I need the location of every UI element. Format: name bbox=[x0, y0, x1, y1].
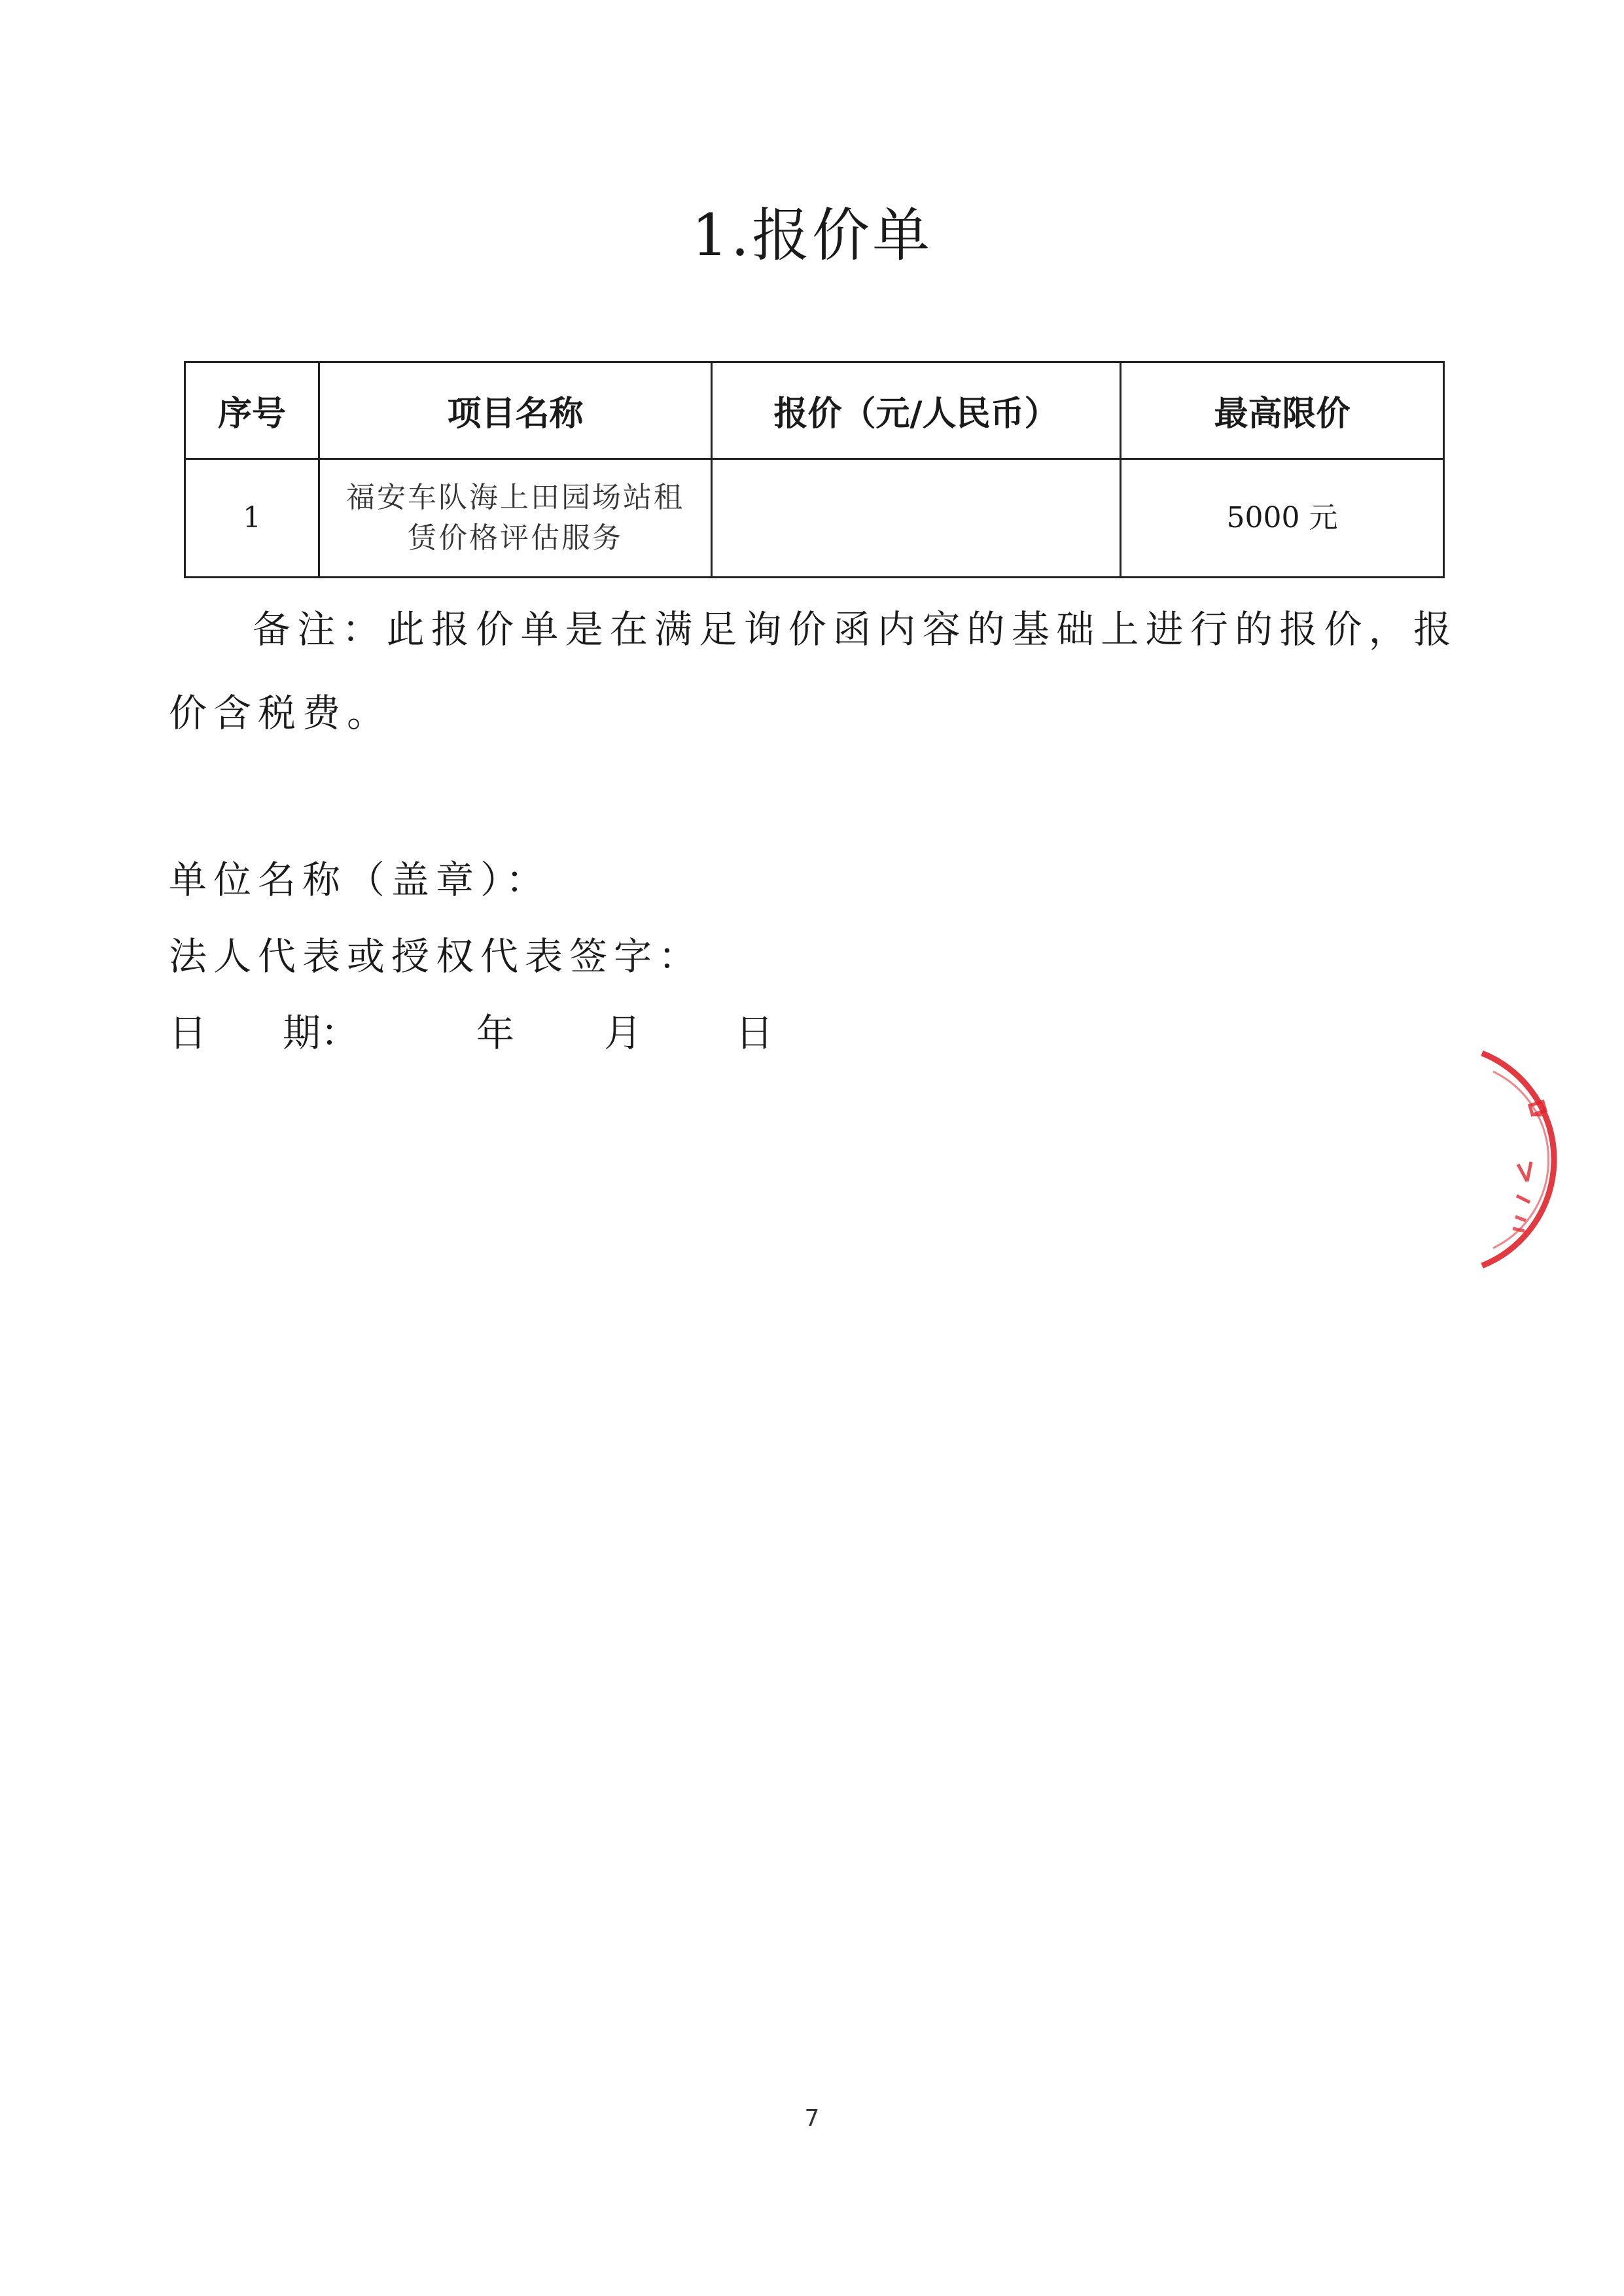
signer-label: 法人代表或授权代表签字： bbox=[169, 934, 703, 979]
header-max-price: 最高限价 bbox=[1121, 362, 1444, 459]
page-number: 7 bbox=[804, 2105, 820, 2132]
row-index: 1 bbox=[185, 459, 319, 578]
document-title: 1.报价单 bbox=[692, 201, 932, 269]
row-quote-price[interactable] bbox=[712, 459, 1121, 578]
day-label: 日 bbox=[735, 1011, 774, 1055]
row-project-name-line2: 赁价格评估服务 bbox=[408, 521, 623, 555]
remark-paragraph: 备注：此报价单是在满足询价函内容的基础上进行的报价，报价含税费。 bbox=[169, 607, 1458, 735]
row-project-name bbox=[319, 459, 712, 578]
year-label: 年 bbox=[476, 1011, 515, 1055]
company-name-label: 单位名称（盖章）： bbox=[169, 858, 551, 902]
header-quote-price: 报价（元/人民币） bbox=[712, 362, 1121, 459]
header-project-name: 项目名称 bbox=[319, 362, 712, 459]
table-row bbox=[185, 459, 1444, 578]
header-index: 序号 bbox=[185, 362, 319, 459]
quote-table bbox=[184, 361, 1445, 578]
table-header-row bbox=[185, 362, 1444, 459]
row-project-name-line1: 福安车队海上田园场站租 bbox=[346, 481, 684, 514]
month-label: 月 bbox=[604, 1011, 643, 1055]
red-seal-stamp bbox=[1453, 1040, 1624, 1276]
row-max-price: 5000 元 bbox=[1121, 459, 1444, 578]
date-line bbox=[169, 1002, 889, 1054]
date-label: 日 期： bbox=[169, 1011, 359, 1055]
